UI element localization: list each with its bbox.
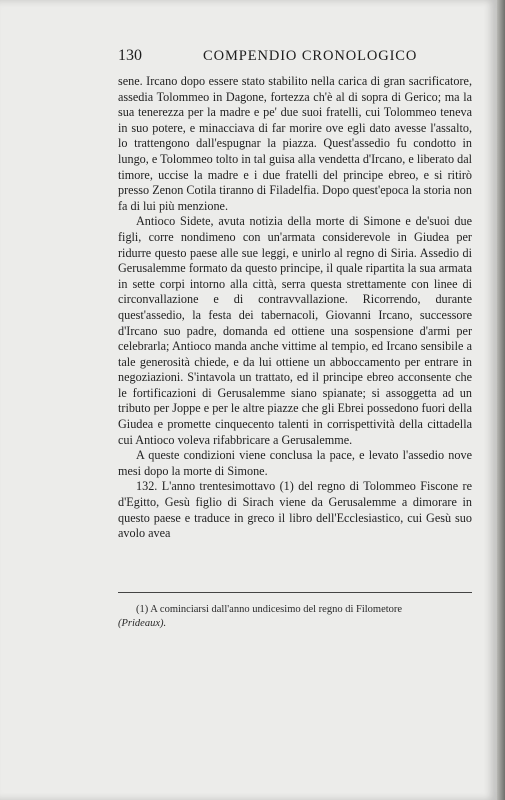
footnote-source: (Prideaux). [118, 618, 167, 629]
page-number: 130 [118, 47, 142, 64]
page-edge [497, 0, 505, 800]
running-title: COMPENDIO CRONOLOGICO [203, 48, 418, 64]
footnote-separator [118, 592, 472, 593]
paragraph-2: Antioco Sidete, avuta notizia della morte di Simone e de'suoi due figli, corre nondimeno con un'armata considerevole in Giudea per ridurre questo paese alle sue leggi, e unirlo al regno di Siria. Assedio di Gerusalemme formato da questo principe, il quale ripartita la sua armata in sette corpi intorno alla città, serra questa strettamente con linee di circonvallazione e di contravvallazione. Ricorrendo, durante quest'assedio, la festa dei tabernacoli, Giovanni Ircano, successore d'Ircano suo padre, domanda ed ottiene una sospensione d'armi per celebrarla; Antioco manda anche vittime al tempio, ed Ircano sensibile a tale generosità chiede, e da lui ottiene un abboccamento per entrare in negoziazioni. S'intavola un trattato, ed il principe ebreo acconsente che le fortificazioni di Gerusalemme siano spianate; si assoggetta ad un tributo per Joppe e per le altre piazze che gli Ebrei possedono fuori della Giudea e promette cinquecento talenti in corrispettività della cittadella cui Antioco voleva rifabbricare a Gerusalemme. [118, 214, 472, 447]
paragraph-4: 132. L'anno trentesimottavo (1) del regno di Tolommeo Fiscone re d'Egitto, Gesù figlio di Sirach viene da Gerusalemme a dimorare in questo paese e traduce in greco il libro dell'Ecclesiastico, cui Gesù suo avolo avea [118, 479, 472, 541]
paragraph-3: A queste condizioni viene conclusa la pace, e levato l'assedio nove mesi dopo la morte di Simone. [118, 448, 472, 478]
body-text [118, 74, 472, 542]
footnote-text: (1) A cominciarsi dall'anno undicesimo del regno di Filometore [136, 604, 403, 615]
footnote [118, 603, 472, 631]
page-header [118, 47, 472, 67]
paragraph-1: sene. Ircano dopo essere stato stabilito nella carica di gran sacrificatore, assedia Tolommeo in Dagone, fortezza ch'è al di sopra di Gerico; ma la sua tenerezza per la madre e pe' due suoi fratelli, cui Tolommeo teneva in suo potere, e minacciava di far morire ove egli dato avesse l'assalto, lo trattengono dall'espugnar la piazza. Quest'assedio fu condotto in lungo, e Tolommeo tolto in tal guisa alla vendetta d'Ircano, e liberato dal timore, uccise la madre e i due fratelli del principe ebreo, e si ritirò presso Zenon Cotila tiranno di Filadelfia. Dopo quest'epoca la storia non fa di lui più menzione. [118, 74, 472, 213]
